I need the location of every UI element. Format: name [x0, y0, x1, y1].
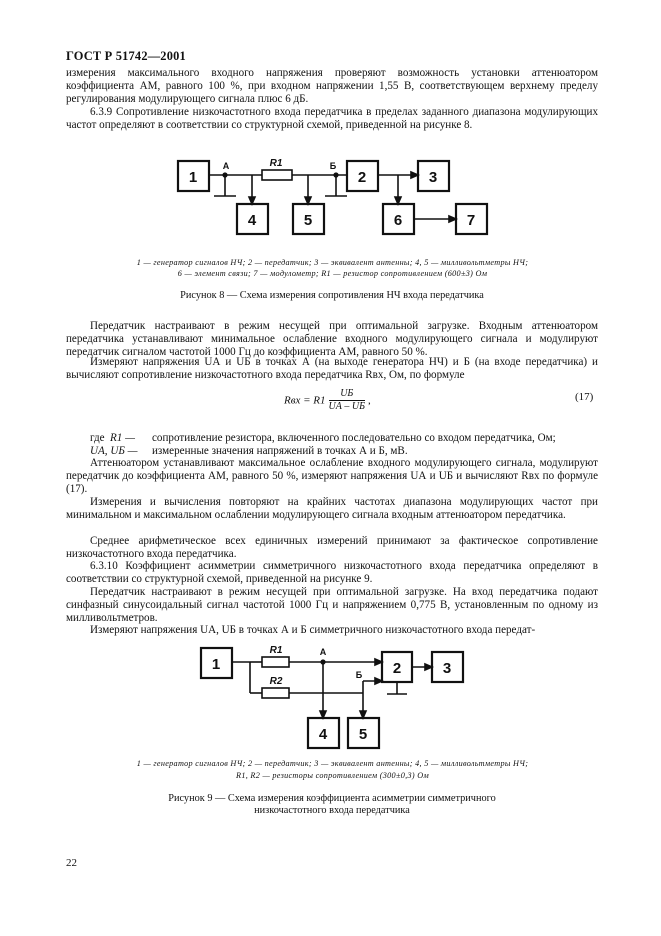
paragraph-6: Измерения и вычисления повторяют на крайних частотах диапазона модулирующих частот при минимальном и максимальном ослаблении модулирующего сигнала входным аттенюатором передатчика. — [66, 496, 598, 522]
svg-text:3: 3 — [442, 660, 452, 677]
fig8-block-6 — [383, 204, 414, 234]
fig8-legend-line-1: 1 — генератор сигналов НЧ; 2 — передатчик; 3 — эквивалент антенны; 4, 5 — милливольтметры НЧ; — [136, 258, 529, 267]
svg-text:7: 7 — [466, 212, 476, 229]
fig9-block-1 — [201, 648, 232, 678]
svg-text:2: 2 — [357, 169, 367, 186]
fig9-caption-line-1: Рисунок 9 — Схема измерения коэффициента асимметрии симметричного — [168, 793, 496, 804]
fig9-caption-line-2: низкочастотного входа передатчика — [254, 805, 410, 816]
svg-text:5: 5 — [358, 726, 368, 743]
fig8-block-1 — [178, 161, 209, 191]
svg-text:4: 4 — [318, 726, 328, 743]
fig9-legend-line-2: R1, R2 — резисторы сопротивлением (300±0,3) Ом — [236, 771, 429, 780]
fig9-resistor-r1 — [262, 657, 289, 667]
paragraph-10: Измеряют напряжения UА, UБ в точках А и Б симметричного низкочастотного входа передат- — [90, 624, 536, 636]
svg-text:6: 6 — [393, 212, 403, 229]
fig9-block-2 — [382, 652, 412, 682]
svg-text:1: 1 — [211, 656, 221, 673]
fig8-resistor-r1 — [262, 170, 292, 180]
fig8-node-b: Б — [329, 161, 337, 171]
fig9-block-4 — [308, 718, 339, 748]
paragraph-1: измерения максимального входного напряжения проверяют возможность установки аттенюатором коэффициента АМ, равного 100 %, при входном напряжении 1,55 В, соответствующем верхнему пределу регулирования модулирующего сигнала плюс 6 дБ. — [66, 67, 598, 106]
svg-text:4: 4 — [247, 212, 257, 229]
where-desc-2: измеренные значения напряжений в точках А и Б, мВ. — [152, 445, 408, 457]
fig9-resistor-r2 — [262, 688, 289, 698]
svg-text:1: 1 — [188, 169, 198, 186]
fig9-label-r1: R1 — [269, 645, 283, 656]
fig9-legend-line-1: 1 — генератор сигналов НЧ; 2 — передатчик; 3 — эквивалент антенны; 4, 5 — милливольтметры НЧ; — [136, 759, 529, 768]
fig8-label-r1: R1 — [269, 158, 283, 169]
fig9-block-5 — [348, 718, 379, 748]
paragraph-3: Передатчик настраивают в режим несущей при оптимальной загрузке. Входным аттенюатором передатчика устанавливают минимальное ослабление входного модулирующего сигнала и модулируют передатчик сигналом частотой 1000 Гц до коэффициента АМ, равного 50 %. — [66, 320, 598, 359]
fig8-block-7 — [456, 204, 487, 234]
formula-number: (17) — [575, 391, 594, 403]
paragraph-5: Аттенюатором устанавливают максимальное ослабление входного модулирующего сигнала, модулируют передатчик до коэффициента АМ, равного 50 %, измеряют напряжения UА и UБ и вычисляют Rвх по формуле (17). — [66, 457, 598, 496]
paragraph-7: Среднее арифметическое всех единичных измерений принимают за фактическое сопротивление низкочастотного входа передатчика. — [66, 535, 598, 561]
fig8-block-3 — [418, 161, 449, 191]
where-desc-1: сопротивление резистора, включенного последовательно со входом передатчика, Ом; — [152, 432, 556, 444]
fig9-node-a: А — [319, 647, 327, 657]
fig8-block-5 — [293, 204, 324, 234]
figure-8-diagram — [0, 140, 661, 245]
where-term-1: R1 — — [110, 432, 135, 444]
fig8-legend-line-2: 6 — элемент связи; 7 — модулометр; R1 — резистор сопротивлением (600±3) Ом — [177, 269, 488, 278]
fig8-block-4 — [237, 204, 268, 234]
where-term-2: UА, UБ — — [90, 445, 138, 457]
formula-17: Rвх = R1 $\frac{UБ}{UА - UБ}$ , — [284, 388, 371, 412]
document-code: ГОСТ Р 51742—2001 — [66, 49, 186, 63]
fig8-node-a: А — [222, 161, 230, 171]
fig8-block-2 — [347, 161, 378, 191]
fig8-caption: Рисунок 8 — Схема измерения сопротивления НЧ входа передатчика — [180, 290, 484, 301]
where-intro: где — [90, 432, 105, 444]
fig9-node-b: Б — [355, 670, 363, 680]
paragraph-6-3-10: 6.3.10 Коэффициент асимметрии симметричного низкочастотного входа передатчика определяют в соответствии со структурной схемой, приведенной на рисунке 9. — [66, 560, 598, 586]
paragraph-4: Измеряют напряжения UА и UБ в точках А (на выходе генератора НЧ) и Б (на входе передатчика) и вычисляют сопротивление низкочастотного входа передатчика Rвх, Ом, по формуле — [66, 356, 598, 382]
page-number: 22 — [66, 857, 77, 869]
svg-text:2: 2 — [392, 660, 402, 677]
paragraph-9: Передатчик настраивают в режим несущей при оптимальной загрузке. На вход передатчика подают синфазный синусоидальный сигнал частотой 1000 Гц и напряжением 0,775 В, установленным по одному из милливольтметров. — [66, 586, 598, 625]
figure-9-diagram — [0, 640, 661, 752]
svg-text:5: 5 — [303, 212, 313, 229]
fig9-label-r2: R2 — [269, 676, 283, 687]
fig9-block-3 — [432, 652, 463, 682]
paragraph-6-3-9: 6.3.9 Сопротивление низкочастотного входа передатчика в пределах заданного диапазона модулирующих частот определяют в соответствии со структурной схемой, приведенной на рисунке 8. — [66, 106, 598, 132]
svg-text:3: 3 — [428, 169, 438, 186]
